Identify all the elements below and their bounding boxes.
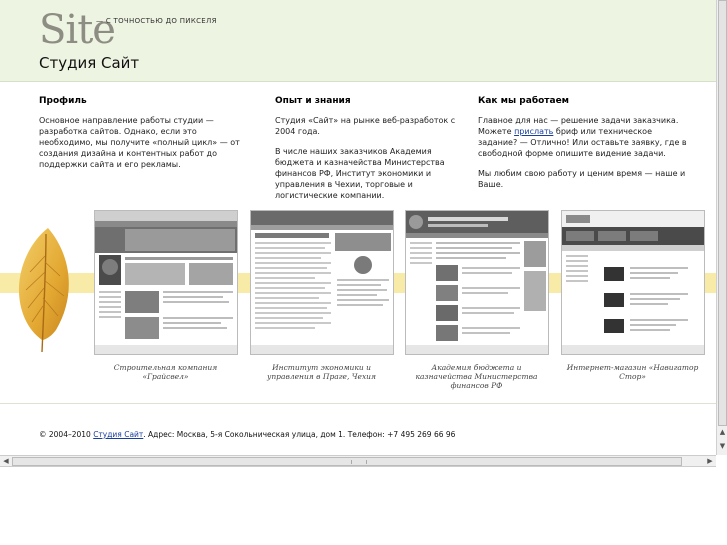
- institute-screenshot-icon: [251, 211, 394, 355]
- site-tagline: — С ТОЧНОСТЬЮ ДО ПИКСЕЛЯ: [96, 17, 217, 25]
- navigator-screenshot-icon: [562, 211, 705, 355]
- scroll-grip-icon: [351, 460, 367, 464]
- portfolio-thumb-navigator[interactable]: [561, 210, 705, 355]
- academy-screenshot-icon: [406, 211, 549, 355]
- scroll-up-icon[interactable]: ▲: [719, 428, 726, 436]
- horizontal-scrollbar[interactable]: [0, 455, 716, 467]
- vertical-scrollbar[interactable]: [716, 0, 727, 455]
- how-text-1-start: Главное для нас — решение задачи заказчика. Можете: [478, 116, 679, 136]
- how-text-1-end: бриф или техническое задание? — Отлично! Или оставьте заявку, где в свободной форме опишите видение задачи.: [478, 127, 687, 158]
- how-text-1: [478, 115, 688, 159]
- profile-section: [39, 96, 244, 179]
- caption-navigator[interactable]: Интернет-магазин «Навигатор Стор»: [566, 363, 699, 381]
- profile-heading: Профиль: [39, 96, 87, 106]
- portfolio-thumb-graysvel[interactable]: [94, 210, 238, 355]
- site-logo[interactable]: Site: [39, 7, 115, 53]
- page-title: Студия Сайт: [39, 54, 140, 72]
- scroll-right-icon[interactable]: ▶: [707, 457, 713, 465]
- caption-academy[interactable]: Академия бюджета и казначейства Министерства финансов РФ: [415, 363, 538, 390]
- graysvel-screenshot-icon: [95, 211, 238, 355]
- experience-text-2: В числе наших заказчиков Академия бюджета и казначейства Министерства финансов РФ, Институт экономики и управления в Чехии, торговые и логистические компании.: [275, 147, 445, 200]
- experience-text-1: Студия «Сайт» на рынке веб-разработок с 2004 года.: [275, 116, 456, 136]
- portfolio-thumb-institute[interactable]: [250, 210, 394, 355]
- site-footer: [39, 430, 455, 439]
- profile-text: Основное направление работы студии — разработка сайтов. Однако, если это необходимо, мы получите «полный цикл» — от создания дизайна и контентных работ до поддержки сайта и его рекламы.: [39, 116, 240, 169]
- experience-heading: Опыт и знания: [275, 96, 351, 106]
- site-header: [0, 0, 716, 82]
- how-we-work-section: [478, 96, 688, 199]
- scroll-left-icon[interactable]: ◀: [3, 457, 9, 465]
- footer-divider: [0, 403, 716, 404]
- how-heading: Как мы работаем: [478, 96, 570, 106]
- leaf-icon: [12, 226, 78, 354]
- caption-institute[interactable]: Институт экономики и управления в Праге, Чехия: [267, 363, 376, 381]
- caption-graysvel[interactable]: Строительная компания «Грайсвел»: [113, 363, 218, 381]
- horizontal-scroll-thumb[interactable]: [12, 457, 682, 466]
- how-text-2: Мы любим свою работу и ценим время — наше и Ваше.: [478, 169, 686, 189]
- portfolio-thumb-academy[interactable]: [405, 210, 549, 355]
- scroll-down-icon[interactable]: ▼: [719, 442, 726, 450]
- footer-address: . Адрес: Москва, 5-я Сокольническая улица, дом 1. Телефон: +7 495 269 66 96: [143, 430, 456, 439]
- copyright-text: © 2004–2010: [39, 430, 91, 439]
- vertical-scroll-thumb[interactable]: [718, 0, 727, 426]
- send-brief-link[interactable]: прислать: [514, 127, 554, 136]
- experience-section: [275, 96, 465, 210]
- footer-studio-link[interactable]: Студия Сайт: [93, 430, 144, 439]
